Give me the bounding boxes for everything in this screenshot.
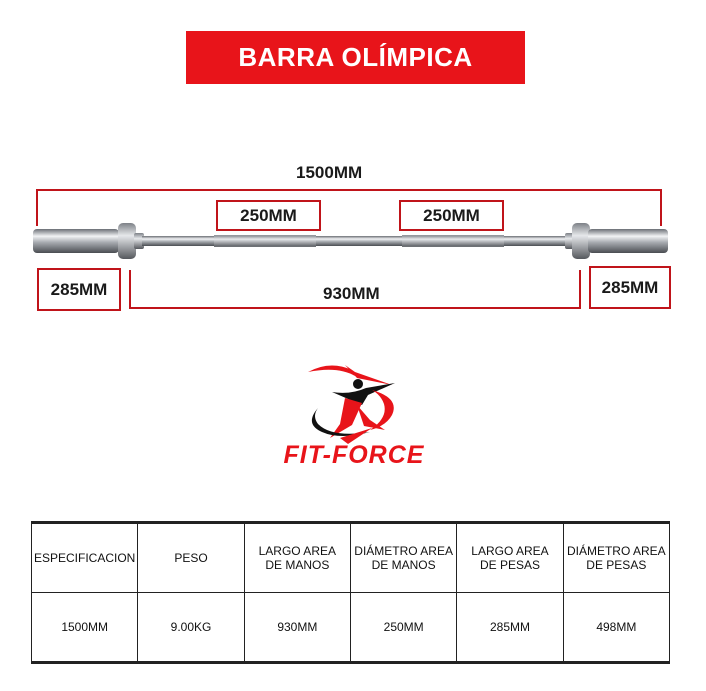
cell-especificacion: 1500MM xyxy=(32,593,138,663)
weight-area-right-box xyxy=(589,266,671,309)
table-row xyxy=(32,593,670,663)
cell-largo-pesas: 285MM xyxy=(457,593,563,663)
inner-length-label: 930MM xyxy=(323,284,380,303)
header-especificacion: ESPECIFICACION xyxy=(32,523,138,593)
header-largo-manos: LARGO AREA DE MANOS xyxy=(244,523,350,593)
athlete-logo-icon xyxy=(308,365,395,444)
header-diametro-manos: DIÁMETRO AREA DE MANOS xyxy=(350,523,456,593)
header-diametro-pesas: DIÁMETRO AREA DE PESAS xyxy=(563,523,669,593)
brand-logo-text: FIT-FORCE xyxy=(283,441,425,469)
barbell-icon xyxy=(33,223,668,259)
total-length-bracket xyxy=(37,190,661,226)
total-length-label: 1500MM xyxy=(296,163,363,182)
hand-area-left-label: 250MM xyxy=(240,205,297,225)
cell-peso: 9.00KG xyxy=(138,593,244,663)
header-peso: PESO xyxy=(138,523,244,593)
cell-diametro-pesas: 498MM xyxy=(563,593,669,663)
spec-table xyxy=(31,521,670,664)
table-header-row xyxy=(32,523,670,593)
hand-area-right-label: 250MM xyxy=(423,205,480,225)
page-title: BARRA OLÍMPICA xyxy=(238,42,473,72)
hand-area-left-box xyxy=(216,200,321,231)
hand-area-right-box xyxy=(399,200,504,231)
cell-largo-manos: 930MM xyxy=(244,593,350,663)
weight-area-left-box xyxy=(37,268,121,311)
weight-area-left-label: 285MM xyxy=(50,279,108,299)
weight-area-right-label: 285MM xyxy=(601,277,659,297)
cell-diametro-manos: 250MM xyxy=(350,593,456,663)
header-largo-pesas: LARGO AREA DE PESAS xyxy=(457,523,563,593)
